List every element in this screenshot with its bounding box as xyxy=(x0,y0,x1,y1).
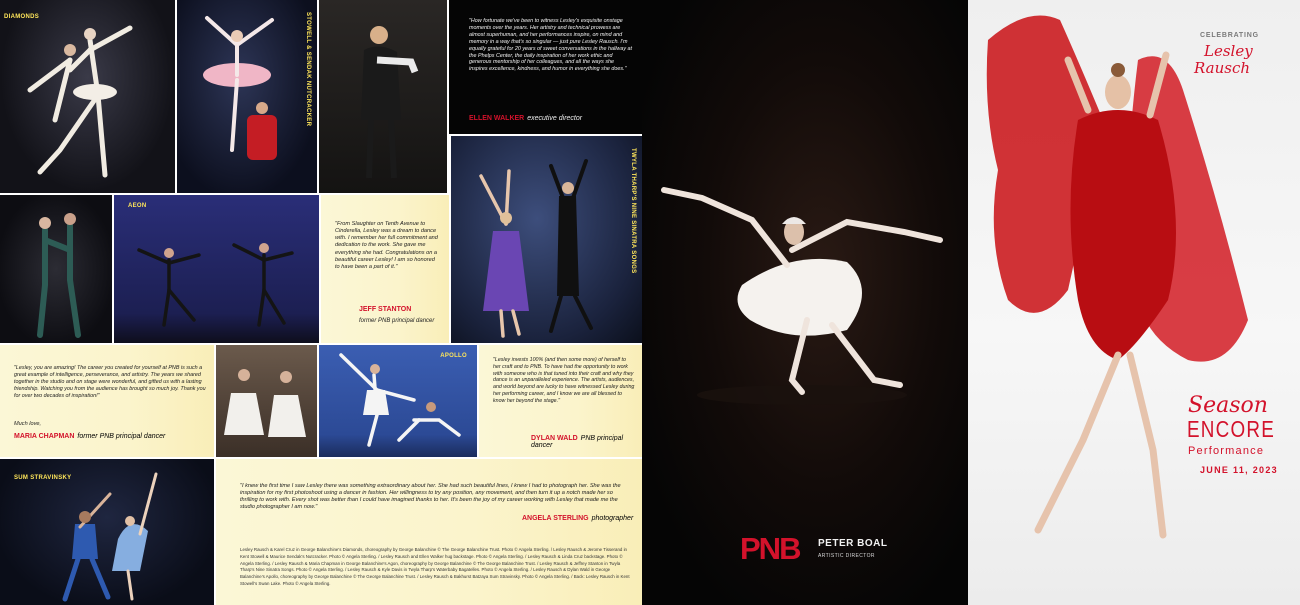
dancers-figure-icon xyxy=(0,195,112,343)
quote-dylan-wald xyxy=(479,345,642,457)
quote-attribution xyxy=(359,305,447,326)
pnb-logo: PNB xyxy=(740,531,800,566)
red-fabric-dancer-figure-icon xyxy=(968,0,1300,605)
quote-attribution xyxy=(531,435,642,449)
dancers-figure-icon xyxy=(177,0,317,193)
honoree-last-name: Rausch xyxy=(1194,59,1251,77)
label-apollo: APOLLO xyxy=(440,353,467,359)
quote-text: "I knew the first time I saw Lesley there was something extraordinary about her. She had such beautiful lines, I knew I had to photograph her. She was the inspiration for my first photoshoot using a dancer in fashion. Her willingness to try any position, any movement, and then turn it up a notch made her so thrilling to work with. Every shot was better than I could have imagined thanks to her. It's been the joy of my career working with Lesley that made me the studio photographer I am now." xyxy=(240,483,621,511)
dancers-figure-icon xyxy=(114,195,319,343)
quote-text: "Lesley invests 100% (and then some more) of herself to her craft and to PNB. To have had the opportunity to work with someone who is that tuned into their craft and why they dance is an unparalleled experience. The artists, audiences, and world beyond are lucky to have witnessed Lesley during her performing career, and I know we are all blessed to know her beyond the stage." xyxy=(493,357,635,404)
back-cover xyxy=(642,0,968,605)
quote-angela-sterling xyxy=(216,459,642,605)
photo-nutcracker xyxy=(177,0,317,193)
quote-text: "How fortunate we've been to witness Lesley's exquisite onstage moments over the years. Her artistry and technical prowess are almost superhuman, and her performances inspire, on mind and memory in a way that's so singular — just pure Lesley Rausch. I'm equally grateful for 20 years of sweet conversations in the hallway at the Phelps Center, the daily inspiration of her work ethic and generous mentorship of her colleagues, and all the ways she inspires excellence, kindness, and humor in everything she does." xyxy=(469,18,633,73)
attribution-role: executive director xyxy=(527,115,583,122)
attribution-name: MARIA CHAPMAN xyxy=(14,433,75,440)
attribution-name: DYLAN WALD xyxy=(531,435,578,442)
attribution-name: ANGELA STERLING xyxy=(522,515,589,522)
photo-apollo xyxy=(319,345,477,457)
dancers-figure-icon xyxy=(451,136,642,343)
attribution-role: photographer xyxy=(591,515,634,522)
label-nutcracker: STOWELL & SENDAK NUTCRACKER xyxy=(305,12,311,127)
director-name: PETER BOAL xyxy=(818,538,888,549)
photo-sum-stravinsky xyxy=(0,459,214,605)
swan-dancer-figure-icon xyxy=(642,0,968,605)
attribution-name: ELLEN WALKER xyxy=(469,115,525,122)
dancers-figure-icon xyxy=(319,345,477,457)
quote-attribution xyxy=(14,433,165,440)
quote-text: "Lesley, you are amazing! The career you created for yourself at PNB is such a great example of intelligence, perseverance, and artistry. The years we shared together in the studio and on stage were wonderful, and gifted us with a lasting friendship. Watching you from the audience has brought so much joy. Thank you for over two decades of inspiration!" xyxy=(14,365,206,399)
quote-attribution xyxy=(469,115,582,122)
encore-title: ENCORE xyxy=(1187,416,1276,442)
director-title: ARTISTIC DIRECTOR xyxy=(818,553,875,559)
photo-agon-duo xyxy=(0,195,112,343)
quote-maria-chapman xyxy=(0,345,214,457)
dancers-figure-icon xyxy=(0,0,175,193)
honoree-first-name: Lesley xyxy=(1204,42,1253,60)
performance-date: JUNE 11, 2023 xyxy=(1200,465,1278,475)
season-title: Season xyxy=(1188,393,1268,418)
attribution-role: former PNB principal dancer xyxy=(77,433,166,440)
label-aeon: AEON xyxy=(128,203,147,209)
label-diamonds: DIAMONDS xyxy=(4,14,40,20)
label-sum-stravinsky: SUM STRAVINSKY xyxy=(14,475,72,481)
celebrating-label: CELEBRATING xyxy=(1200,32,1259,39)
attribution-role: former PNB principal dancer xyxy=(359,317,435,324)
photo-nine-sinatra xyxy=(451,136,642,343)
label-nine-sinatra: TWYLA THARP'S NINE SINATRA SONGS xyxy=(630,148,636,274)
attribution-name: JEFF STANTON xyxy=(359,306,412,313)
attribution-role: PNB principal dancer xyxy=(531,435,624,449)
hug-figure-icon xyxy=(319,0,447,193)
photo-diamonds xyxy=(0,0,175,193)
photo-credits: Lesley Rausch & Karel Cruz in George Balanchine's Diamonds, choreography by George Balanchine © The George Balanchine Trust. Photo © Angela Sterling. / Lesley Rausch & Jerome Tisserand in Kent Stowell & Maurice Sendak's Nutcracker. Photo © Angela Sterling. / Lesley Rausch and Ellen Walker hug backstage. Photo © Angela Sterling. / Lesley Rausch & Linda Cruz backstage. Photo © Angela Sterling. / Lesley Rausch & Maria Chapman in George Balanchine's Agon, choreography by George Balanchine © The George Balanchine Trust. / Lesley Rausch & Jeffrey Stanton in Twyla Tharp's Nine Sinatra Songs. Photo © Angela Sterling. / Lesley Rausch & Kyle Davis in Twyla Tharp's Waterbaby Bagatelles. Photo © Angela Sterling. / Lesley Rausch & Dylan Wald in George Balanchine's Apollo, choreography by George Balanchine © The George Balanchine Trust. / Lesley Rausch & Bakhurst Batzaya Sum Stravinsky. Photo © Angela Sterling. / Back: Lesley Rausch in Kent Stowell's Swan Lake. Photo © Angela Sterling. xyxy=(240,547,630,587)
quote-jeff-stanton xyxy=(321,195,449,343)
front-cover xyxy=(968,0,1300,605)
photo-studio-duo xyxy=(216,345,317,457)
quote-attribution xyxy=(522,515,633,522)
performance-title: Performance xyxy=(1188,445,1265,457)
photo-agon xyxy=(114,195,319,343)
quote-ellen-walker xyxy=(449,0,642,134)
photo-backstage-hug xyxy=(319,0,447,193)
quote-closing: Much love, xyxy=(14,421,42,427)
quote-text: "From Slaughter on Tenth Avenue to Cinderella, Lesley was a dream to dance with. I remember her full commitment and dedication to the work. She gave me everything she had. Congratulations on a beautiful career Lesley! I am so honored to have been a part of it." xyxy=(335,221,438,270)
dancers-figure-icon xyxy=(216,345,317,457)
